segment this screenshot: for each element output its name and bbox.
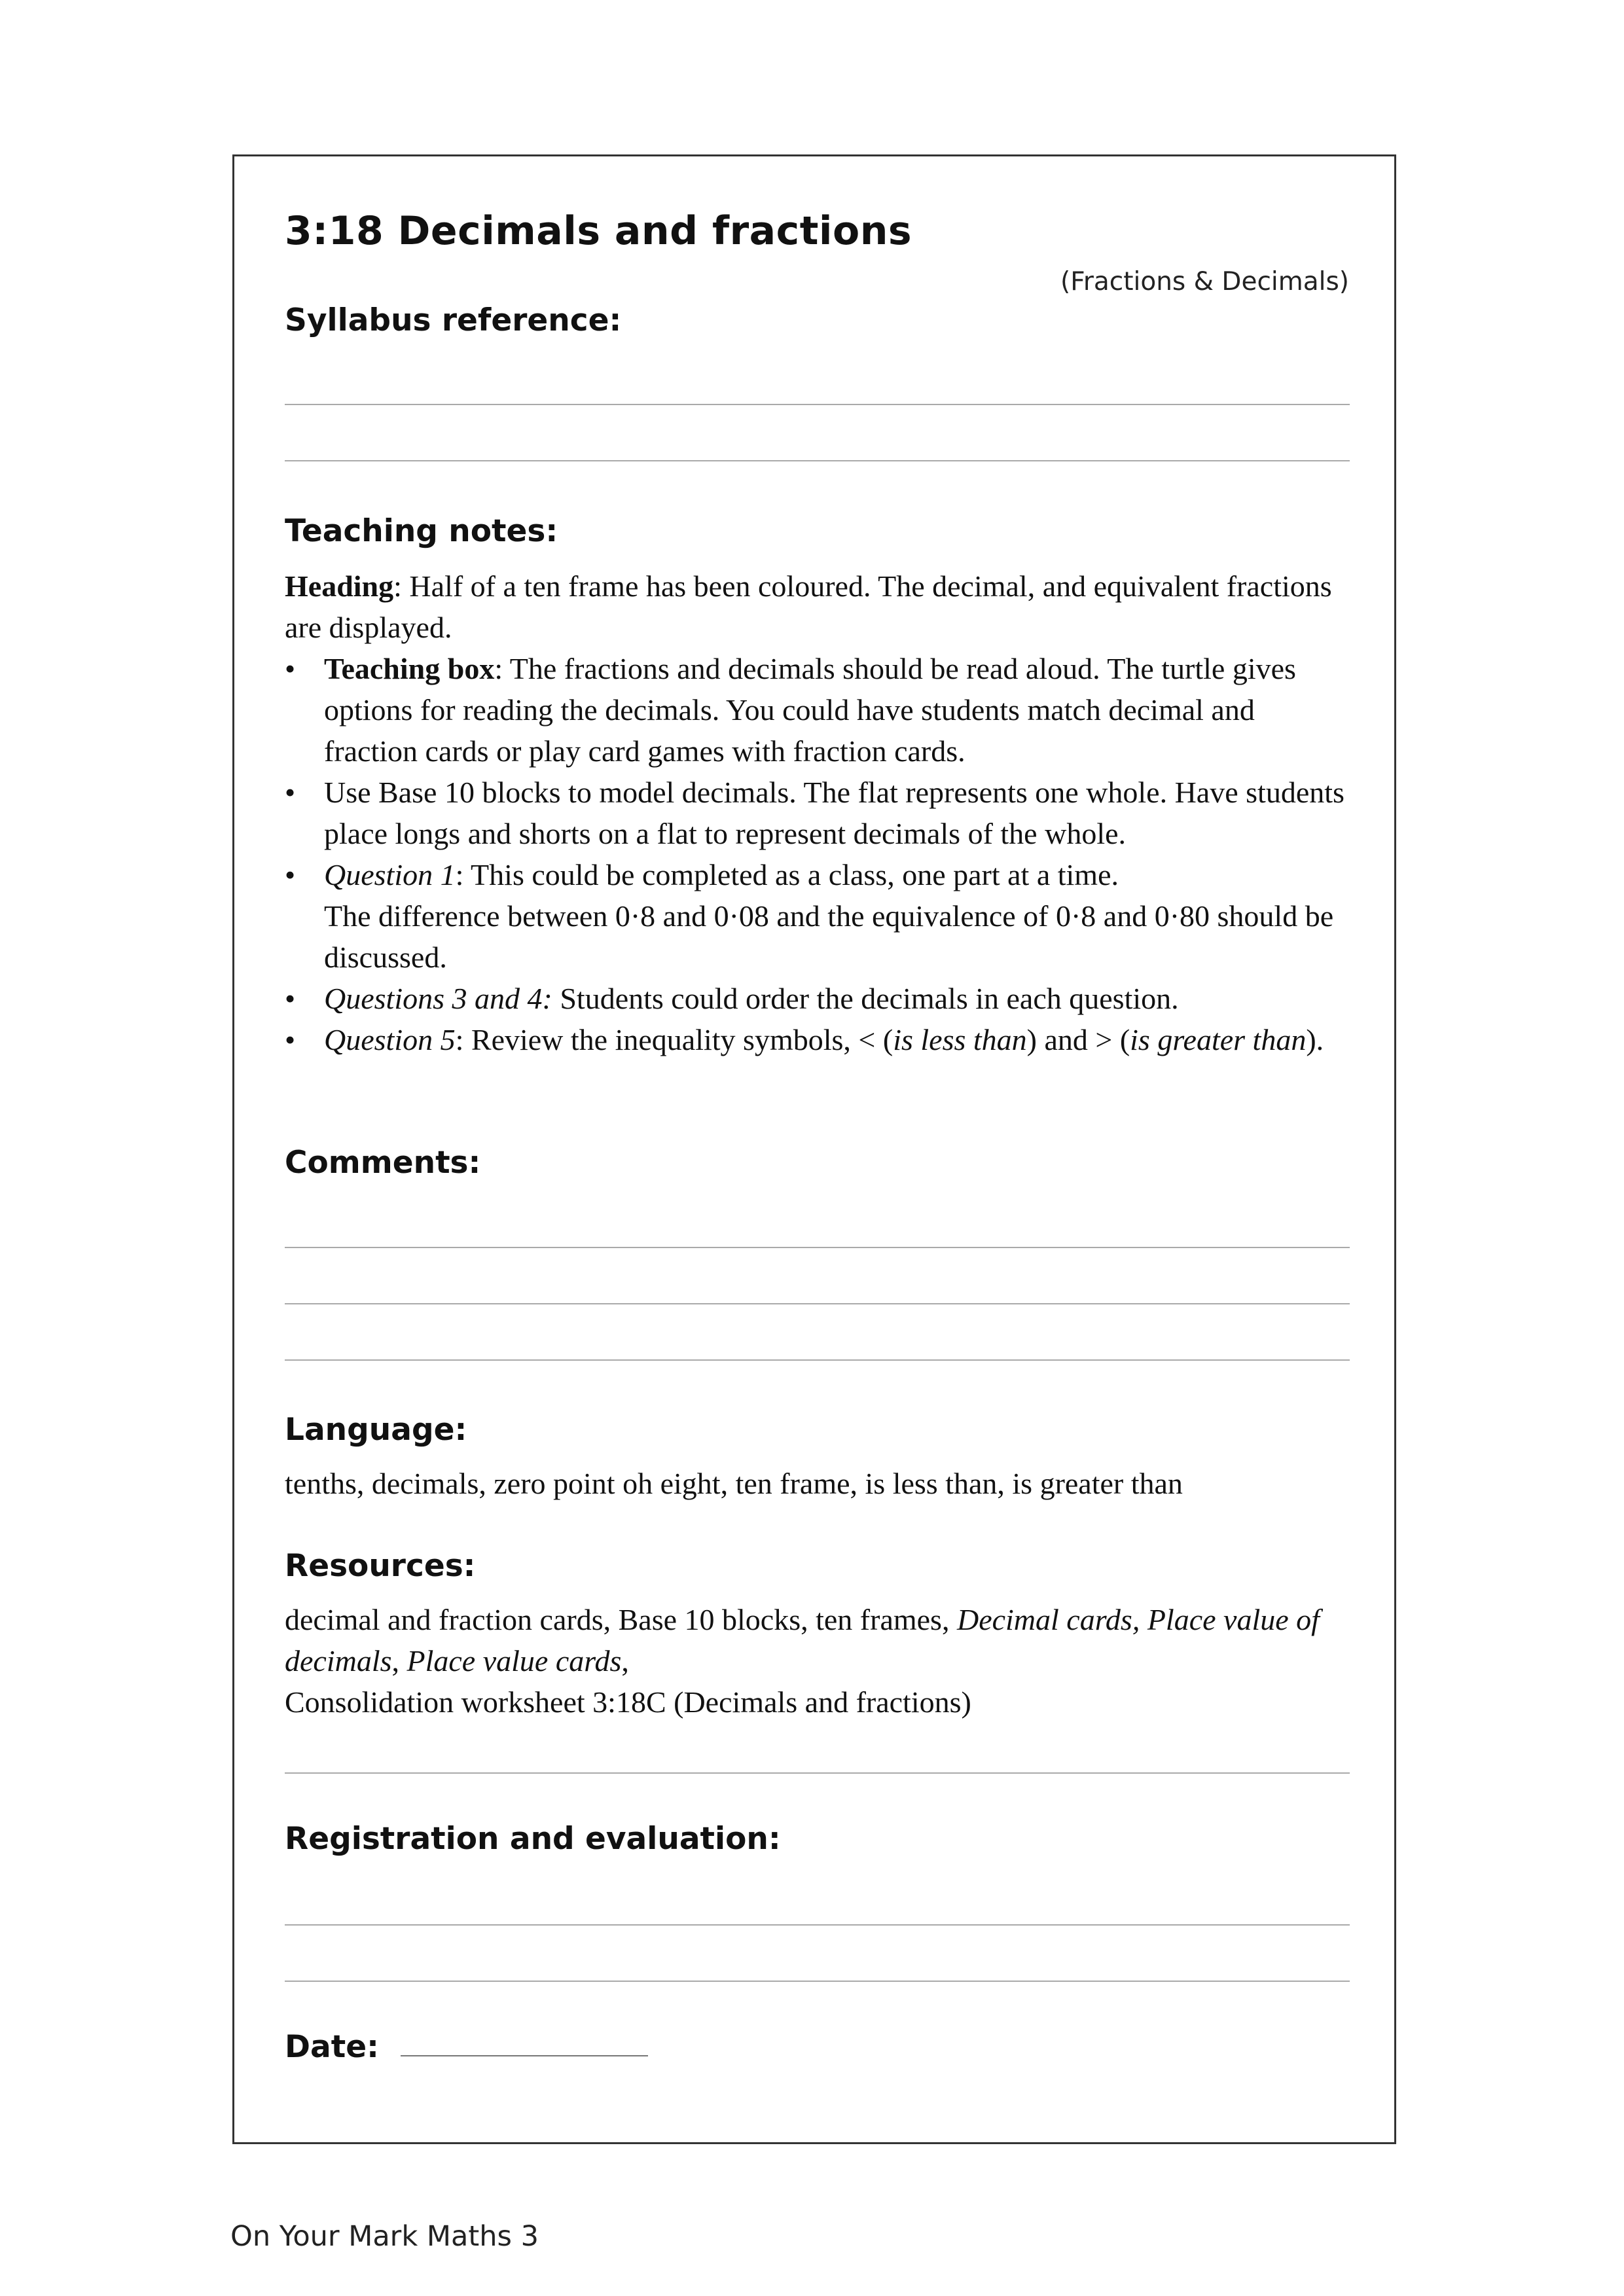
teaching-notes-body	[285, 565, 1350, 1060]
bullet-italic-3: is greater than	[1130, 1023, 1307, 1056]
list-item	[285, 648, 1350, 772]
language-heading: Language:	[285, 1412, 467, 1448]
resources-text-2: ,	[391, 1644, 407, 1677]
registration-line-2	[285, 1981, 1350, 1982]
list-item	[285, 854, 1350, 978]
teaching-bullets	[285, 648, 1350, 1060]
bullet-italic: Question 1	[324, 858, 456, 891]
comments-line-3	[285, 1359, 1350, 1361]
intro-bold: Heading	[285, 569, 394, 603]
resources-text-3: ,	[621, 1644, 629, 1677]
intro-text: : Half of a ten frame has been coloured. The decimal, and equivalent fractions are displayed.	[285, 569, 1332, 644]
language-text: tenths, decimals, zero point oh eight, ten frame, is less than, is greater than	[285, 1467, 1183, 1500]
bullet-italic: Question 5	[324, 1023, 456, 1056]
resources-italic-2: Place value cards	[406, 1644, 622, 1677]
comments-heading: Comments:	[285, 1145, 481, 1181]
resources-italic-1: Decimal cards, Place value of decimals	[285, 1603, 1320, 1677]
bullet-text-2: The difference between 0·8 and 0·08 and the equivalence of 0·8 and 0·80 should be discussed.	[324, 899, 1334, 974]
bullet-italic: Questions 3 and 4:	[324, 982, 552, 1015]
date-field-line	[401, 2055, 648, 2056]
bullet-text: : Review the inequality symbols, < (	[455, 1023, 893, 1056]
list-item	[285, 1019, 1350, 1060]
bullet-bold: Teaching box	[324, 652, 495, 685]
footer-text: On Your Mark Maths 3	[230, 2220, 539, 2253]
category-label: (Fractions & Decimals)	[1060, 267, 1349, 296]
bullet-text-2: ) and > (	[1026, 1023, 1130, 1056]
syllabus-line-1	[285, 404, 1350, 405]
list-item	[285, 772, 1350, 854]
syllabus-heading: Syllabus reference:	[285, 302, 622, 338]
syllabus-line-2	[285, 460, 1350, 461]
bullet-text: : This could be completed as a class, one part at a time.	[455, 858, 1119, 891]
bullet-text: Use Base 10 blocks to model decimals. The flat represents one whole. Have students place longs and shorts on a flat to represent decimals of the whole.	[324, 776, 1344, 850]
date-label: Date:	[285, 2029, 379, 2065]
resources-heading: Resources:	[285, 1548, 476, 1584]
teaching-notes-heading: Teaching notes:	[285, 513, 558, 549]
resources-text-1: decimal and fraction cards, Base 10 blocks, ten frames,	[285, 1603, 957, 1636]
registration-heading: Registration and evaluation:	[285, 1821, 781, 1857]
comments-line-2	[285, 1303, 1350, 1304]
bullet-italic-2: is less than	[893, 1023, 1027, 1056]
list-item	[285, 978, 1350, 1019]
resources-line-2: Consolidation worksheet 3:18C (Decimals and fractions)	[285, 1685, 971, 1719]
bullet-text-3: ).	[1306, 1023, 1324, 1056]
bullet-text: : The fractions and decimals should be read aloud. The turtle gives options for reading the decimals. You could have students match decimal and fraction cards or play card games with fraction cards.	[324, 652, 1296, 768]
registration-line-1	[285, 1924, 1350, 1926]
page-title: 3:18 Decimals and fractions	[285, 208, 912, 254]
bullet-text: Students could order the decimals in each question.	[552, 982, 1179, 1015]
teaching-intro	[285, 565, 1350, 648]
comments-line-1	[285, 1247, 1350, 1248]
resources-line	[285, 1772, 1350, 1774]
resources-text	[285, 1599, 1350, 1723]
